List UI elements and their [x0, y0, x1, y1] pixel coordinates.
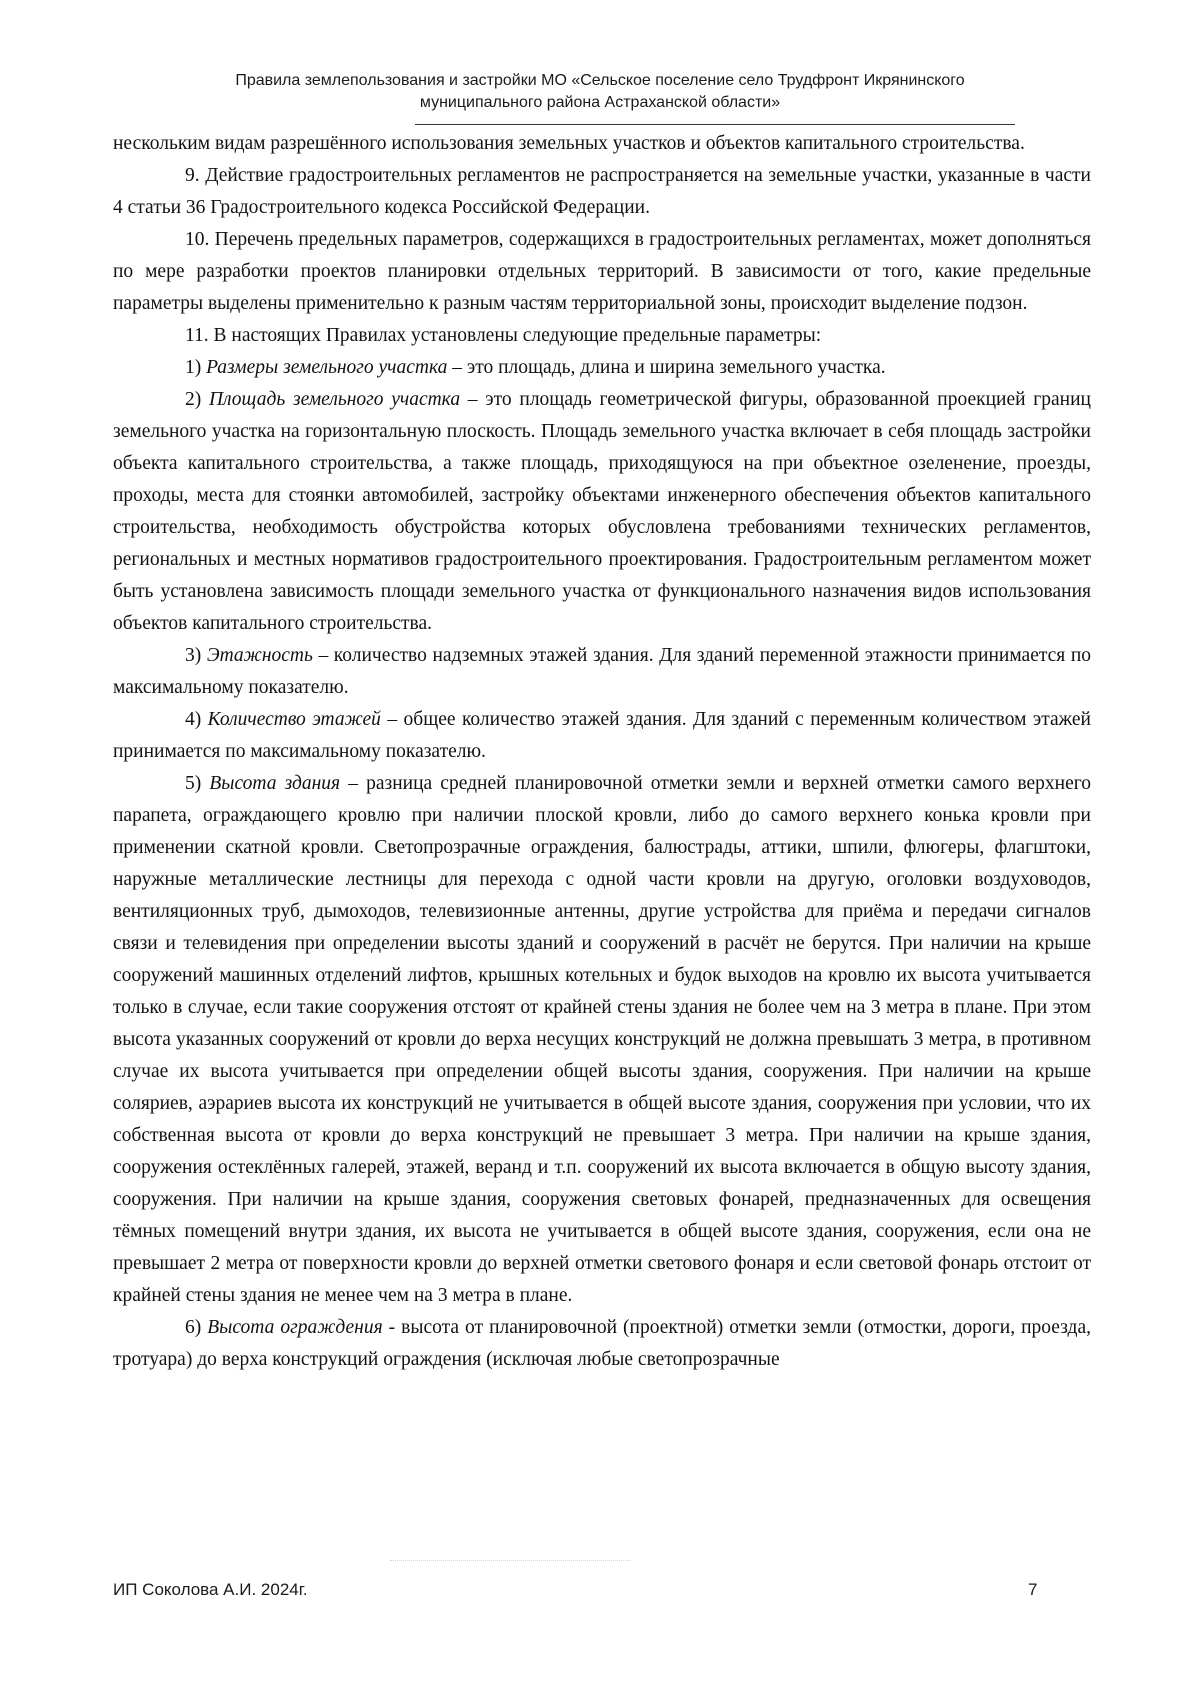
- page-number: 7: [1028, 1580, 1038, 1599]
- paragraph-continuation: нескольким видам разрешённого использования земельных участков и объектов капитального строительства.: [113, 133, 1025, 154]
- list-item-number: 1): [185, 357, 207, 378]
- list-item-4: [113, 704, 1091, 768]
- header-divider: [415, 124, 1015, 125]
- term-land-plot-size: Размеры земельного участка: [206, 357, 448, 378]
- list-item-5: [113, 768, 1091, 1312]
- footer-author: ИП Соколова А.И. 2024г.: [113, 1580, 308, 1599]
- header-line-1: Правила землепользования и застройки МО «Сельское поселение село Трудфронт Икрянинского: [235, 72, 965, 89]
- term-number-of-floors: Количество этажей: [207, 709, 381, 730]
- definition-text: – это площадь геометрической фигуры, образованной проекцией границ земельного участка на горизонтальную плоскость. Площадь земельного участка включает в себя площадь застройки объекта капитального строительства, а также площадь, приходящуюся на при объектное озеленение, проезды, проходы, места для стоянки автомобилей, застройку объектами инженерного обеспечения объектов капитального строительства, необходимость обустройства которых обусловлена требованиями технических регламентов, региональных и местных нормативов градостроительного проектирования. Градостроительным регламентом может быть установлена зависимость площади земельного участка от функционального назначения видов использования объектов капитального строительства.: [113, 389, 1091, 634]
- list-item-number: 2): [185, 389, 209, 410]
- list-item-1: [113, 352, 1091, 384]
- header-line-2: муниципального района Астраханской области»: [419, 94, 781, 111]
- paragraph-9: 9. Действие градостроительных регламентов не распространяется на земельные участки, указанные в части 4 статьи 36 Градостроительного кодекса Российской Федерации.: [113, 165, 1091, 218]
- term-fence-height: Высота ограждения: [207, 1317, 383, 1338]
- paragraph-11: 11. В настоящих Правилах установлены следующие предельные параметры:: [185, 325, 822, 346]
- document-body: [113, 128, 1091, 1376]
- definition-text: – это площадь, длина и ширина земельного участка.: [447, 357, 886, 378]
- list-item-6: [113, 1312, 1091, 1376]
- list-item-number: 3): [185, 645, 207, 666]
- list-item-3: [113, 640, 1091, 704]
- list-item-number: 4): [185, 709, 208, 730]
- definition-text: - высота от планировочной (проектной) отметки земли (отмостки, дороги, проезда, тротуара) до верха конструкций ограждения (исключая любые светопрозрачные: [113, 1317, 1091, 1370]
- list-item-2: [113, 384, 1091, 640]
- list-item-number: 5): [185, 773, 210, 794]
- term-land-plot-area: Площадь земельного участка: [208, 389, 461, 410]
- definition-text: – общее количество этажей здания. Для зданий с переменным количеством этажей принимается по максимальному показателю.: [113, 709, 1091, 762]
- footer-dotted-line: [390, 1560, 630, 1561]
- term-building-height: Высота здания: [209, 773, 341, 794]
- term-storeys: Этажность: [206, 645, 313, 666]
- definition-text: – количество надземных этажей здания. Для зданий переменной этажности принимается по максимальному показателю.: [113, 645, 1092, 698]
- list-item-number: 6): [185, 1317, 208, 1338]
- paragraph-10: 10. Перечень предельных параметров, содержащихся в градостроительных регламентах, может дополняться по мере разработки проектов планировки отдельных территорий. В зависимости от того, какие предельные параметры выделены применительно к разным частям территориальной зоны, происходит выделение подзон.: [113, 229, 1091, 314]
- definition-text: – разница средней планировочной отметки земли и верхней отметки самого верхнего парапета, ограждающего кровлю при наличии плоской кровли, либо до самого верхнего конька кровли при применении скатной кровли. Светопрозрачные ограждения, балюстрады, аттики, шпили, флюгеры, флагштоки, наружные металлические лестницы для перехода с одной части кровли на другую, оголовки воздуховодов, вентиляционных труб, дымоходов, телевизионные антенны, другие устройства для приёма и передачи сигналов связи и телевидения при определении высоты зданий и сооружений в расчёт не берутся. При наличии на крыше сооружений машинных отделений лифтов, крышных котельных и будок выходов на кровлю их высота учитывается только в случае, если такие сооружения отстоят от крайней стены здания не более чем на 3 метра в плане. При этом высота указанных сооружений от кровли до верха несущих конструкций не должна превышать 3 метра, в противном случае их высота учитывается при определении общей высоты здания, сооружения. При наличии на крыше соляриев, аэрариев высота их конструкций не учитывается в общей высоте здания, сооружения при условии, что их собственная высота от кровли до верха конструкций не превышает 3 метра. При наличии на крыше здания, сооружения остеклённых галерей, этажей, веранд и т.п. сооружений их высота включается в общую высоту здания, сооружения. При наличии на крыше здания, сооружения световых фонарей, предназначенных для освещения тёмных помещений внутри здания, их высота не учитывается в общей высоте здания, сооружения, если она не превышает 2 метра от поверхности кровли до верхней отметки светового фонаря и если световой фонарь отстоит от крайней стены здания не менее чем на 3 метра в плане.: [113, 773, 1092, 1306]
- page-header: [150, 70, 1050, 114]
